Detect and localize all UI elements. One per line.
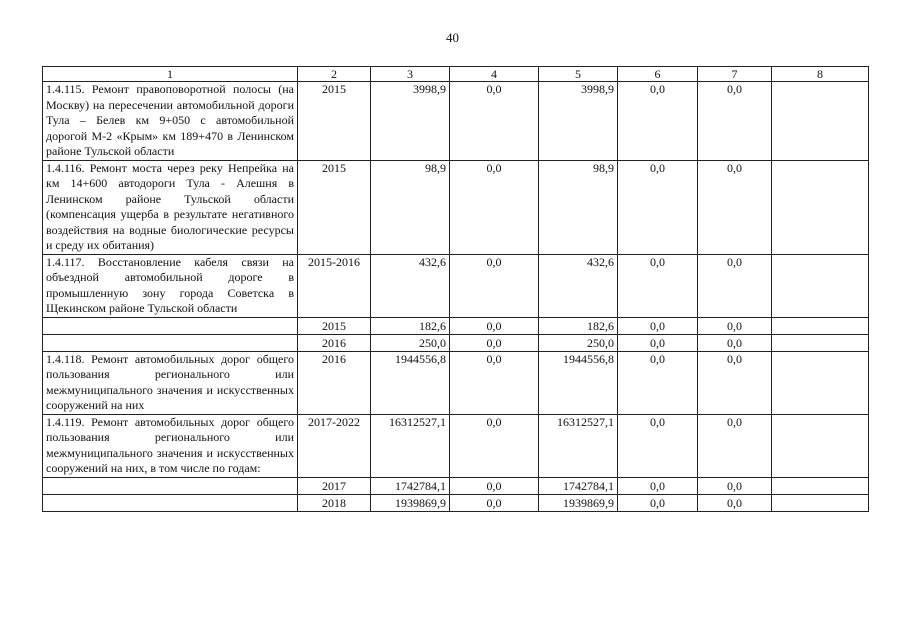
row-value-col5: 432,6 xyxy=(539,254,618,317)
row-value-col7: 0,0 xyxy=(698,351,772,414)
row-description xyxy=(43,477,298,494)
row-year: 2017-2022 xyxy=(298,414,371,477)
budget-table xyxy=(42,66,869,512)
row-value-col3: 182,6 xyxy=(371,317,450,334)
row-value-col7: 0,0 xyxy=(698,414,772,477)
column-header: 4 xyxy=(450,67,539,82)
row-value-col6: 0,0 xyxy=(618,160,698,254)
row-value-col8 xyxy=(772,477,869,494)
row-year: 2016 xyxy=(298,334,371,351)
row-value-col8 xyxy=(772,351,869,414)
header-row xyxy=(43,67,869,82)
table-row xyxy=(43,160,869,254)
row-value-col8 xyxy=(772,414,869,477)
row-description: 1.4.117. Восстановление кабеля связи на объездной автомобильной дороге в промышленную зону города Советска в Щекинском районе Тульской области xyxy=(43,254,298,317)
row-value-col7: 0,0 xyxy=(698,160,772,254)
row-description: 1.4.116. Ремонт моста через реку Непрейка на км 14+600 автодороги Тула - Алешня в Ленинском районе Тульской области (компенсация ущерба в результате негативного воздействия на водные биологические ресурсы и среду их обитания) xyxy=(43,160,298,254)
row-value-col3: 1742784,1 xyxy=(371,477,450,494)
row-value-col5: 1742784,1 xyxy=(539,477,618,494)
row-value-col7: 0,0 xyxy=(698,82,772,161)
row-description xyxy=(43,317,298,334)
table-row xyxy=(43,317,869,334)
row-value-col5: 1944556,8 xyxy=(539,351,618,414)
row-description: 1.4.118. Ремонт автомобильных дорог общего пользования регионального или межмуниципального значения и искусственных сооружений на них xyxy=(43,351,298,414)
row-year: 2017 xyxy=(298,477,371,494)
row-value-col3: 432,6 xyxy=(371,254,450,317)
row-value-col3: 3998,9 xyxy=(371,82,450,161)
row-value-col6: 0,0 xyxy=(618,477,698,494)
column-header: 7 xyxy=(698,67,772,82)
row-value-col7: 0,0 xyxy=(698,494,772,511)
row-value-col6: 0,0 xyxy=(618,351,698,414)
row-description: 1.4.115. Ремонт правоповоротной полосы (на Москву) на пересечении автомобильной дороги Тула – Белев км 9+050 с автомобильной дорогой М-2 «Крым» км 189+470 в Ленинском районе Тульской области xyxy=(43,82,298,161)
row-value-col7: 0,0 xyxy=(698,254,772,317)
row-value-col4: 0,0 xyxy=(450,351,539,414)
row-description xyxy=(43,494,298,511)
row-year: 2015 xyxy=(298,317,371,334)
row-year: 2015-2016 xyxy=(298,254,371,317)
table-row xyxy=(43,477,869,494)
row-value-col8 xyxy=(772,82,869,161)
row-description xyxy=(43,334,298,351)
row-value-col5: 3998,9 xyxy=(539,82,618,161)
page-number: 40 xyxy=(446,30,459,45)
table-row xyxy=(43,351,869,414)
row-value-col3: 1939869,9 xyxy=(371,494,450,511)
row-value-col3: 98,9 xyxy=(371,160,450,254)
row-year: 2018 xyxy=(298,494,371,511)
table-row xyxy=(43,494,869,511)
row-value-col8 xyxy=(772,160,869,254)
row-value-col4: 0,0 xyxy=(450,254,539,317)
column-header: 8 xyxy=(772,67,869,82)
row-value-col4: 0,0 xyxy=(450,334,539,351)
row-value-col6: 0,0 xyxy=(618,414,698,477)
column-header: 3 xyxy=(371,67,450,82)
table-row xyxy=(43,414,869,477)
row-value-col4: 0,0 xyxy=(450,317,539,334)
row-description: 1.4.119. Ремонт автомобильных дорог общего пользования регионального или межмуниципального значения и искусственных сооружений на них, в том числе по годам: xyxy=(43,414,298,477)
row-value-col5: 98,9 xyxy=(539,160,618,254)
row-year: 2015 xyxy=(298,160,371,254)
table-row xyxy=(43,82,869,161)
row-value-col6: 0,0 xyxy=(618,317,698,334)
row-value-col4: 0,0 xyxy=(450,414,539,477)
column-header: 5 xyxy=(539,67,618,82)
row-value-col3: 1944556,8 xyxy=(371,351,450,414)
row-value-col6: 0,0 xyxy=(618,334,698,351)
row-value-col3: 250,0 xyxy=(371,334,450,351)
row-value-col4: 0,0 xyxy=(450,477,539,494)
row-value-col8 xyxy=(772,254,869,317)
row-value-col5: 1939869,9 xyxy=(539,494,618,511)
row-value-col5: 16312527,1 xyxy=(539,414,618,477)
column-header: 2 xyxy=(298,67,371,82)
row-value-col6: 0,0 xyxy=(618,494,698,511)
row-value-col6: 0,0 xyxy=(618,82,698,161)
row-value-col4: 0,0 xyxy=(450,160,539,254)
table-row xyxy=(43,254,869,317)
row-value-col7: 0,0 xyxy=(698,477,772,494)
row-value-col5: 250,0 xyxy=(539,334,618,351)
row-value-col8 xyxy=(772,334,869,351)
column-header: 6 xyxy=(618,67,698,82)
row-value-col8 xyxy=(772,317,869,334)
row-year: 2015 xyxy=(298,82,371,161)
row-value-col5: 182,6 xyxy=(539,317,618,334)
row-value-col4: 0,0 xyxy=(450,494,539,511)
row-value-col7: 0,0 xyxy=(698,334,772,351)
row-value-col8 xyxy=(772,494,869,511)
row-value-col4: 0,0 xyxy=(450,82,539,161)
row-value-col7: 0,0 xyxy=(698,317,772,334)
row-value-col6: 0,0 xyxy=(618,254,698,317)
row-year: 2016 xyxy=(298,351,371,414)
column-header: 1 xyxy=(43,67,298,82)
table-row xyxy=(43,334,869,351)
row-value-col3: 16312527,1 xyxy=(371,414,450,477)
